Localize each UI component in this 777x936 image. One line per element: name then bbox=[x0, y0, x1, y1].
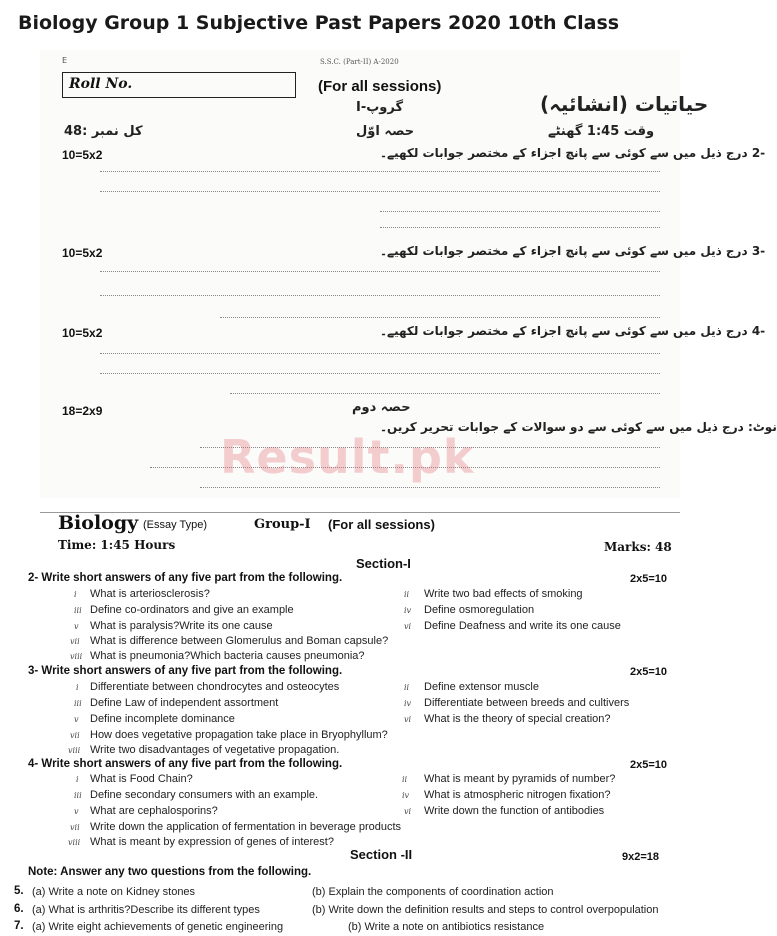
q4-item-text: What is atmospheric nitrogen fixation? bbox=[424, 789, 611, 801]
english-marks: Marks: 48 bbox=[604, 540, 672, 554]
q3-item-text: How does vegetative propagation take place in Bryophyllum? bbox=[90, 729, 388, 741]
long-question-number: 7. bbox=[14, 920, 24, 932]
long-question-part-b: (b) Write a note on antibiotics resistance bbox=[348, 921, 545, 933]
english-subject: Biology bbox=[58, 512, 139, 534]
q4-item-num: v bbox=[74, 807, 79, 816]
urdu-q4-marks: 10=5x2 bbox=[62, 326, 103, 340]
roll-number-label: Roll No. bbox=[69, 76, 133, 92]
english-sessions: (For all sessions) bbox=[328, 517, 435, 532]
q3-item-num: ii bbox=[404, 683, 410, 692]
section-2-title: Section -II bbox=[350, 847, 413, 862]
q3-item-text: Differentiate between chondrocytes and osteocytes bbox=[90, 681, 340, 693]
urdu-q4-heading: -4 درج ذیل میں سے کوئی سے پانچ اجزاء کے مختصر جوابات لکھیے۔ bbox=[380, 324, 766, 338]
paper-code-mark: E bbox=[62, 56, 68, 65]
q2-heading: 2- Write short answers of any five part from the following. bbox=[28, 572, 343, 584]
q4-item-text: What are cephalosporins? bbox=[90, 805, 218, 817]
q4-item-num: viii bbox=[68, 838, 81, 847]
q2-marks: 2x5=10 bbox=[630, 573, 668, 585]
q2-item-text: Write two bad effects of smoking bbox=[424, 588, 583, 600]
watermark: Result.pk bbox=[220, 430, 475, 484]
q3-item-num: iii bbox=[74, 699, 82, 708]
english-type: (Essay Type) bbox=[143, 519, 207, 531]
q4-item-text: Write down the function of antibodies bbox=[424, 805, 605, 817]
q3-item-text: Define extensor muscle bbox=[424, 681, 539, 693]
q2-item-num: iii bbox=[74, 606, 82, 615]
q4-item-num: vii bbox=[70, 823, 80, 832]
q2-item-text: What is difference between Glomerulus and Boman capsule? bbox=[90, 635, 389, 647]
q3-item-text: Define Law of independent assortment bbox=[90, 697, 279, 709]
q2-item-num: viii bbox=[70, 652, 83, 661]
section-2-marks: 9x2=18 bbox=[622, 851, 660, 863]
q4-item-num: iv bbox=[402, 791, 410, 800]
urdu-q3-marks: 10=5x2 bbox=[62, 246, 103, 260]
q2-item-num: i bbox=[74, 590, 77, 599]
q2-item-num: vi bbox=[404, 622, 412, 631]
q2-item-text: Define Deafness and write its one cause bbox=[424, 620, 621, 632]
note: Note: Answer any two questions from the following. bbox=[28, 866, 312, 878]
urdu-section-2: حصہ دوم bbox=[352, 400, 411, 415]
urdu-group: گروپ-I bbox=[356, 100, 404, 115]
q3-item-text: What is the theory of special creation? bbox=[424, 713, 611, 725]
urdu-note: نوٹ: درج ذیل میں سے کوئی سے دو سوالات کے جوابات تحریر کریں۔ bbox=[380, 420, 777, 434]
q3-item-text: Write two disadvantages of vegetative propagation. bbox=[90, 744, 340, 756]
q3-item-num: viii bbox=[68, 746, 81, 755]
section-1-title: Section-I bbox=[356, 556, 411, 571]
q2-item-num: v bbox=[74, 622, 79, 631]
q2-item-num: iv bbox=[404, 606, 412, 615]
q2-item-text: What is pneumonia?Which bacteria causes pneumonia? bbox=[90, 650, 365, 662]
q2-item-text: What is arteriosclerosis? bbox=[90, 588, 210, 600]
q3-item-num: iv bbox=[404, 699, 412, 708]
english-time: Time: 1:45 Hours bbox=[58, 538, 176, 552]
q3-item-text: Define incomplete dominance bbox=[90, 713, 235, 725]
long-question-number: 5. bbox=[14, 885, 24, 897]
urdu-q3-heading: -3 درج ذیل میں سے کوئی سے پانچ اجزاء کے مختصر جوابات لکھیے۔ bbox=[380, 244, 766, 258]
q4-item-num: iii bbox=[74, 791, 82, 800]
q3-item-num: v bbox=[74, 715, 79, 724]
q4-item-text: What is Food Chain? bbox=[90, 773, 193, 785]
long-question-number: 6. bbox=[14, 903, 24, 915]
q3-item-num: i bbox=[76, 683, 79, 692]
q3-heading: 3- Write short answers of any five part from the following. bbox=[28, 665, 343, 677]
q4-item-text: What is meant by pyramids of number? bbox=[424, 773, 616, 785]
q3-item-text: Differentiate between breeds and cultivers bbox=[424, 697, 630, 709]
q4-heading: 4- Write short answers of any five part from the following. bbox=[28, 758, 343, 770]
urdu-q2-heading: -2 درج ذیل میں سے کوئی سے پانچ اجزاء کے مختصر جوابات لکھیے۔ bbox=[380, 146, 766, 160]
q2-item-num: ii bbox=[404, 590, 410, 599]
q4-item-text: What is meant by expression of genes of interest? bbox=[90, 836, 334, 848]
urdu-total-marks: کل نمبر :48 bbox=[64, 124, 143, 139]
q3-marks: 2x5=10 bbox=[630, 666, 668, 678]
paper-header-code: S.S.C. (Part-II) A-2020 bbox=[320, 58, 399, 66]
english-group: Group-I bbox=[254, 517, 311, 532]
q2-item-num: vii bbox=[70, 637, 80, 646]
urdu-sessions-label: (For all sessions) bbox=[318, 78, 442, 95]
urdu-subject-title: حیاتیات (انشائیہ) bbox=[540, 92, 709, 116]
long-question-part-a: (a) What is arthritis?Describe its different types bbox=[32, 904, 260, 916]
q4-item-num: ii bbox=[402, 775, 408, 784]
q3-item-num: vi bbox=[404, 715, 412, 724]
roll-number-box bbox=[62, 72, 296, 98]
long-question-part-b: (b) Explain the components of coordination action bbox=[312, 886, 554, 898]
q4-item-text: Write down the application of fermentation in beverage products bbox=[90, 821, 402, 833]
page-title: Biology Group 1 Subjective Past Papers 2020 10th Class bbox=[18, 12, 620, 34]
q4-item-num: vi bbox=[404, 807, 412, 816]
long-question-part-a: (a) Write a note on Kidney stones bbox=[32, 886, 196, 898]
q4-marks: 2x5=10 bbox=[630, 759, 668, 771]
long-question-part-b: (b) Write down the definition results and steps to control overpopulation bbox=[312, 904, 659, 916]
urdu-time: وقت 1:45 گھنٹے bbox=[548, 124, 655, 139]
q2-item-text: Define osmoregulation bbox=[424, 604, 535, 616]
urdu-section-1: حصہ اوّل bbox=[356, 124, 415, 139]
q4-item-num: i bbox=[76, 775, 79, 784]
q4-item-text: Define secondary consumers with an example. bbox=[90, 789, 319, 801]
q3-item-num: vii bbox=[70, 731, 80, 740]
urdu-q2-marks: 10=5x2 bbox=[62, 148, 103, 162]
urdu-long-marks: 18=2x9 bbox=[62, 404, 103, 418]
long-question-part-a: (a) Write eight achievements of genetic engineering bbox=[32, 921, 284, 933]
q2-item-text: Define co-ordinators and give an example bbox=[90, 604, 294, 616]
q2-item-text: What is paralysis?Write its one cause bbox=[90, 620, 273, 632]
